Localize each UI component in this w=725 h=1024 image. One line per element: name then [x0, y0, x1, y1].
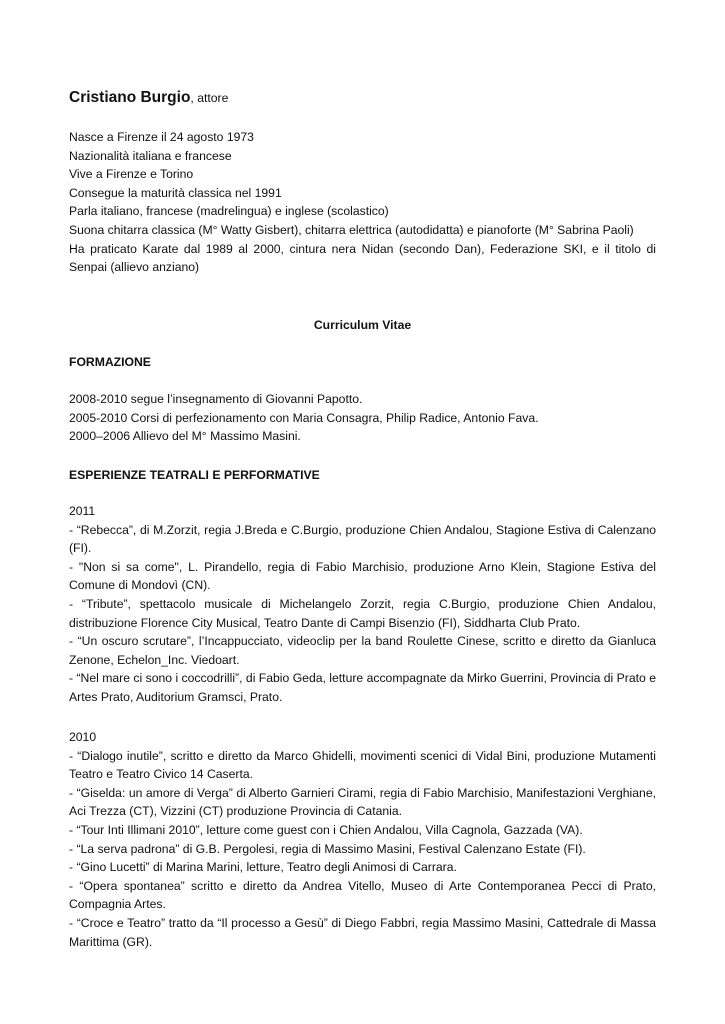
performance-item: - “Nel mare ci sono i coccodrilli”, di Fabio Geda, letture accompagnate da Mirko Guerrini, Provincia di Prato e Artes Prato, Auditorium Gramsci, Prato.	[69, 671, 656, 704]
formazione-list	[69, 390, 656, 446]
year-2010-list	[69, 747, 656, 952]
performance-item: - “Tribute”, spettacolo musicale di Michelangelo Zorzit, regia C.Burgio, produzione Chien Andalou, distribuzione Florence City Musical, Teatro Dante di Campi Bisenzio (FI), Siddharta Club Prato.	[69, 596, 656, 630]
year-2011-section	[69, 502, 656, 707]
performance-item: - “Dialogo inutile”, scritto e diretto da Marco Ghidelli, movimenti scenici di Vidal Bini, produzione Mutamenti Teatro e Teatro Civico 14 Caserta.	[69, 748, 656, 782]
cv-title: Curriculum Vitae	[313, 318, 412, 332]
bio-line: Vive a Firenze e Torino	[69, 167, 194, 182]
performance-item: - “Rebecca”, di M.Zorzit, regia J.Breda e C.Burgio, produzione Chien Andalou, Stagione Estiva di Calenzano (FI).	[69, 522, 656, 556]
performance-item: - “Giselda: un amore di Verga” di Alberto Garnieri Cirami, regia di Fabio Marchisio, Manifestazioni Verghiane, Aci Trezza (CT), Vizzini (CT) produzione Provincia di Catania.	[69, 785, 656, 819]
bio-line: Ha praticato Karate dal 1989 al 2000, cintura nera Nidan (secondo Dan), Federazione SKI, e il titolo di Senpai (allievo anziano)	[69, 241, 656, 275]
formazione-item: 2008-2010 segue l’insegnamento di Giovanni Papotto.	[69, 392, 363, 406]
formazione-heading: FORMAZIONE	[69, 355, 151, 369]
bio-line: Nazionalità italiana e francese	[69, 148, 232, 163]
bio-line: Consegue la maturità classica nel 1991	[69, 185, 282, 200]
formazione-item: 2000–2006 Allievo del M° Massimo Masini.	[69, 429, 301, 444]
performance-item: - “Gino Lucetti” di Marina Marini, letture, Teatro degli Animosi di Carrara.	[69, 860, 457, 875]
document-header	[69, 87, 656, 109]
performance-item: - “Opera spontanea” scritto e diretto da Andrea Vitello, Museo di Arte Contemporanea Pecci di Prato, Compagnia Artes.	[69, 878, 656, 912]
formazione-item: 2005-2010 Corsi di perfezionamento con Maria Consagra, Philip Radice, Antonio Fava.	[69, 410, 539, 425]
actor-role: , attore	[190, 91, 229, 105]
year-2010-section	[69, 728, 656, 951]
year-label: 2010	[69, 730, 97, 744]
performance-item: - “La serva padrona” di G.B. Pergolesi, regia di Massimo Masini, Festival Calenzano Estate (FI).	[69, 841, 586, 856]
performance-item: - “Un oscuro scrutare”, l’Incappucciato, videoclip per la band Roulette Cinese, scritto e diretto da Gianluca Zenone, Echelon_Inc. Viedoart.	[69, 634, 656, 667]
actor-name: Cristiano Burgio	[69, 89, 191, 106]
esperienze-heading: ESPERIENZE TEATRALI E PERFORMATIVE	[69, 468, 320, 482]
bio-line: Parla italiano, francese (madrelingua) e inglese (scolastico)	[69, 204, 389, 219]
performance-item: - “Croce e Teatro” tratto da “Il processo a Gesù” di Diego Fabbri, regia Massimo Masini, Cattedrale di Massa Marittima (GR).	[69, 915, 656, 949]
performance-item: - "Non si sa come", L. Pirandello, regia di Fabio Marchisio, produzione Arno Klein, Stagione Estiva del Comune di Mondovì (CN).	[69, 559, 656, 593]
bio-list	[69, 128, 656, 277]
bio-line: Suona chitarra classica (M° Watty Gisbert), chitarra elettrica (autodidatta) e pianoforte (M° Sabrina Paoli)	[69, 222, 634, 237]
performance-item: - “Tour Inti Illimani 2010”, letture come guest con i Chien Andalou, Villa Cagnola, Gazzada (VA).	[69, 822, 583, 837]
bio-line: Nasce a Firenze il 24 agosto 1973	[69, 130, 254, 144]
year-2011-list	[69, 521, 656, 707]
year-label: 2011	[69, 504, 96, 518]
